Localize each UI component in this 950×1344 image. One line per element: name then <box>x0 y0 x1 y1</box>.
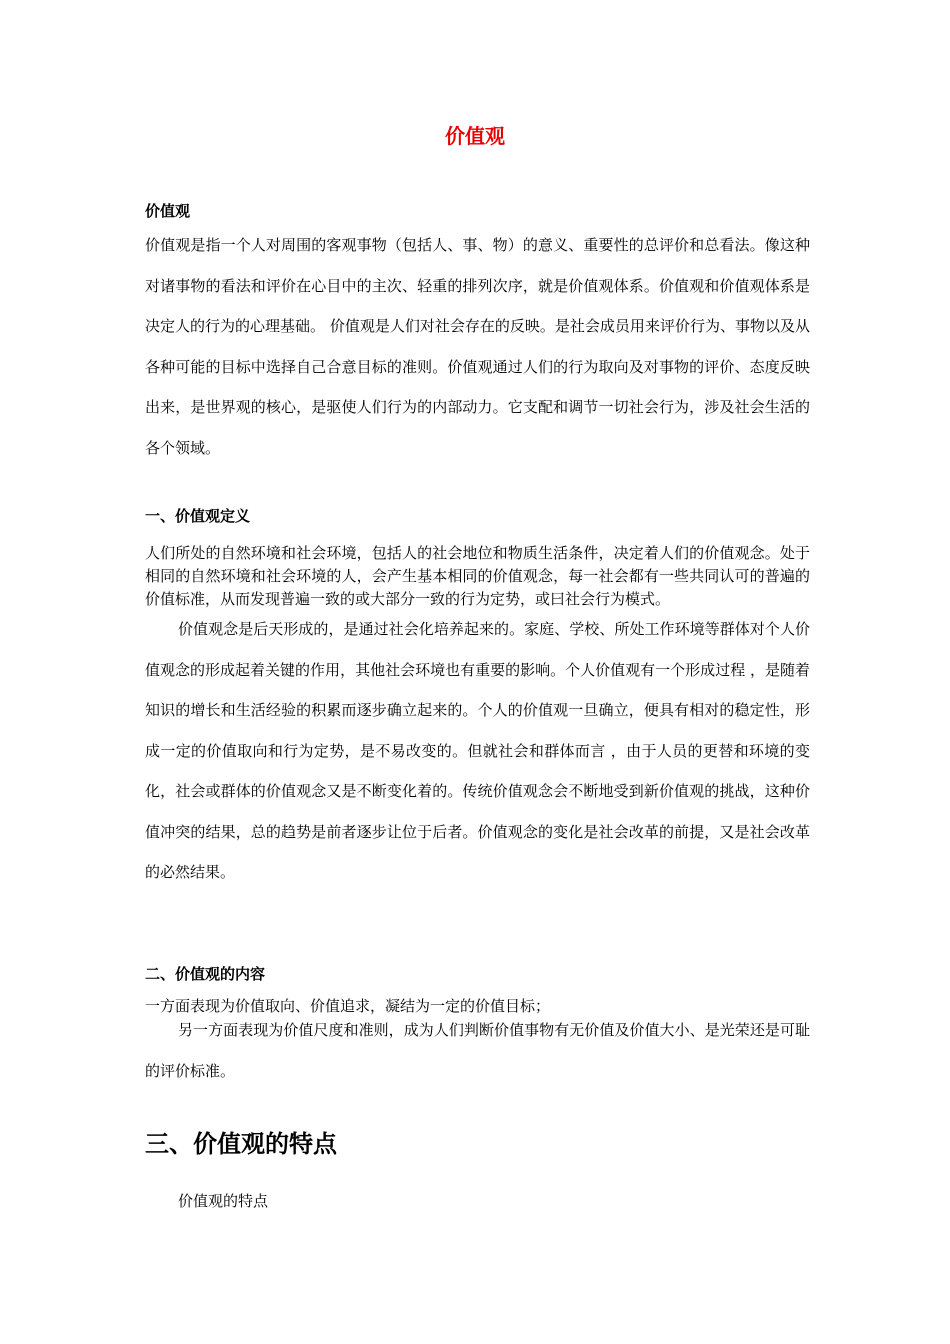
section-features <box>145 1128 810 1212</box>
intro-paragraph: 价值观是指一个人对周围的客观事物（包括人、事、物）的意义、重要性的总评价和总看法。像这种对诸事物的看法和评价在心目中的主次、轻重的排列次序，就是价值观体系。价值观和价值观体系是决定人的行为的心理基础。 价值观是人们对社会存在的反映。是社会成员用来评价行为、事物以及从各种可能的目标中选择自己合意目标的准则。价值观通过人们的行为取向及对事物的评价、态度反映出来，是世界观的核心，是驱使人们行为的内部动力。它支配和调节一切社会行为，涉及社会生活的各个领域。 <box>145 236 810 457</box>
section-features-heading: 三、价值观的特点 <box>145 1130 337 1158</box>
section-features-paragraph: 价值观的特点 <box>178 1192 269 1210</box>
section-content-paragraph-2: 另一方面表现为价值尺度和准则，成为人们判断价值事物有无价值及价值大小、是光荣还是可耻的评价标准。 <box>145 1021 810 1080</box>
section-content-paragraph-1: 一方面表现为价值取向、价值追求，凝结为一定的价值目标； <box>145 997 551 1015</box>
section-definition-heading: 一、价值观定义 <box>145 507 251 525</box>
document-title: 价值观 <box>445 124 505 148</box>
section-definition <box>145 505 810 893</box>
section-content <box>145 963 810 1091</box>
intro-section <box>145 200 810 468</box>
section-definition-paragraph-2: 价值观念是后天形成的，是通过社会化培养起来的。家庭、学校、所处工作环境等群体对个人价值观念的形成起着关键的作用，其他社会环境也有重要的影响。个人价值观有一个形成过程 ，是随着知识的增长和生活经验的积累而逐步确立起来的。个人的价值观一旦确立，便具有相对的稳定性，形成一定的价值取向和行为定势，是不易改变的。但就社会和群体而言 ，由于人员的更替和环境的变化，社会或群体的价值观念又是不断变化着的。传统价值观念会不断地受到新价值观的挑战，这种价值冲突的结果，总的趋势是前者逐步让位于后者。价值观念的变化是社会改革的前提，又是社会改革的必然结果。 <box>145 620 810 881</box>
intro-heading: 价值观 <box>145 202 191 220</box>
section-definition-paragraph-1: 人们所处的自然环境和社会环境，包括人的社会地位和物质生活条件，决定着人们的价值观念。处于相同的自然环境和社会环境的人，会产生基本相同的价值观念，每一社会都有一些共同认可的普遍的价值标准，从而发现普遍一致的或大部分一致的行为定势，或曰社会行为模式。 <box>145 544 810 608</box>
section-content-heading: 二、价值观的内容 <box>145 965 266 983</box>
